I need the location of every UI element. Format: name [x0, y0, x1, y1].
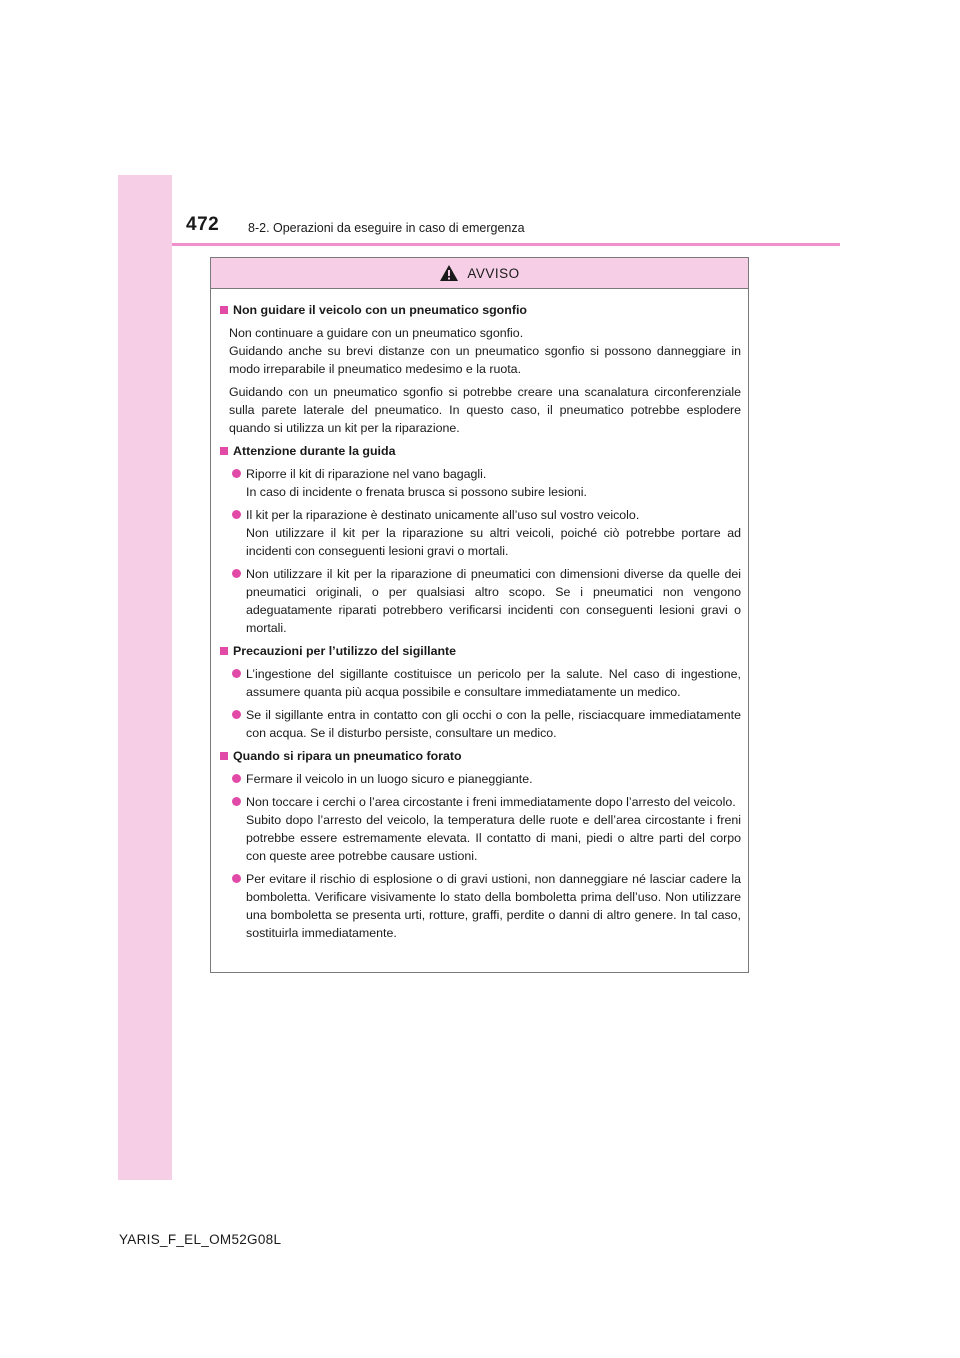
bullet-item: [232, 565, 741, 637]
circle-bullet-icon: [232, 669, 241, 678]
circle-bullet-icon: [232, 569, 241, 578]
bullet-line: Subito dopo l’arresto del veicolo, la temperatura delle ruote e dell’area circostante i freni potrebbe essere estremamente elevata. Il contatto di mani, piedi o altre parti del corpo con queste aree potrebbe causare ustioni.: [246, 813, 741, 863]
section-heading-text: Quando si ripara un pneumatico forato: [233, 749, 462, 763]
bullet-line: In caso di incidente o frenata brusca si possono subire lesioni.: [246, 485, 587, 499]
bullet-text: [246, 465, 741, 501]
bullet-item: [232, 706, 741, 742]
header-divider: [172, 243, 840, 246]
section-title: 8-2. Operazioni da eseguire in caso di emergenza: [248, 221, 525, 235]
paragraph: [229, 383, 741, 437]
bullet-item: [232, 506, 741, 560]
circle-bullet-icon: [232, 874, 241, 883]
section-heading: [220, 642, 741, 660]
section-heading-text: Non guidare il veicolo con un pneumatico sgonfio: [233, 303, 527, 317]
bullet-item: [232, 465, 741, 501]
bullet-line: L’ingestione del sigillante costituisce un pericolo per la salute. Nel caso di ingestione, assumere quanta più acqua possibile e consultare immediatamente un medico.: [246, 667, 741, 699]
bullet-text: [246, 506, 741, 560]
warning-section: [220, 301, 741, 437]
square-bullet-icon: [220, 752, 228, 760]
warning-section: [220, 642, 741, 742]
bullet-line: Riporre il kit di riparazione nel vano bagagli.: [246, 467, 487, 481]
bullet-line: Non utilizzare il kit per la riparazione su altri veicoli, poiché ciò potrebbe portare ad incidenti con conseguenti lesioni gravi o mortali.: [246, 526, 741, 558]
section-heading: [220, 747, 741, 765]
section-heading-text: Precauzioni per l’utilizzo del sigillante: [233, 644, 457, 658]
paragraph-line: Guidando anche su brevi distanze con un pneumatico sgonfio si possono danneggiare in modo irreparabile il pneumatico medesimo e la ruota.: [229, 344, 741, 376]
paragraph: [229, 324, 741, 378]
bullet-text: [246, 565, 741, 637]
bullet-item: [232, 665, 741, 701]
warning-section: [220, 442, 741, 637]
bullet-text: [246, 770, 741, 788]
section-heading-text: Attenzione durante la guida: [233, 444, 396, 458]
document-code: YARIS_F_EL_OM52G08L: [119, 1232, 282, 1247]
bullet-text: [246, 793, 741, 865]
page-number: 472: [186, 214, 220, 235]
bullet-text: [246, 665, 741, 701]
warning-box: [210, 257, 749, 973]
bullet-item: [232, 870, 741, 942]
bullet-line: Per evitare il rischio di esplosione o di gravi ustioni, non danneggiare né lasciar cadere la bomboletta. Verificare visivamente lo stato della bomboletta prima dell’uso. Non utilizzare una bomboletta se presenta urti, rotture, graffi, perdite o danni di altro genere. In tal caso, sostituirla immediatamente.: [246, 872, 741, 940]
warning-body: [211, 289, 748, 942]
bullet-item: [232, 770, 741, 788]
bullet-line: Non utilizzare il kit per la riparazione di pneumatici con dimensioni diverse da quelle dei pneumatici originali, o per qualsiasi altro scopo. Se i pneumatici non vengono adeguatamente riparati potrebbero verificarsi incidenti con conseguenti lesioni gravi o mortali.: [246, 567, 741, 635]
circle-bullet-icon: [232, 510, 241, 519]
square-bullet-icon: [220, 306, 228, 314]
bullet-text: [246, 870, 741, 942]
warning-title: AVVISO: [467, 265, 520, 281]
bullet-line: Se il sigillante entra in contatto con gli occhi o con la pelle, risciacquare immediatamente con acqua. Se il disturbo persiste, consultare un medico.: [246, 708, 741, 740]
circle-bullet-icon: [232, 774, 241, 783]
circle-bullet-icon: [232, 710, 241, 719]
bullet-item: [232, 793, 741, 865]
circle-bullet-icon: [232, 469, 241, 478]
bullet-line: Non toccare i cerchi o l’area circostante i freni immediatamente dopo l’arresto del veicolo.: [246, 795, 736, 809]
paragraph-line: Non continuare a guidare con un pneumatico sgonfio.: [229, 326, 524, 340]
circle-bullet-icon: [232, 797, 241, 806]
section-heading: [220, 442, 741, 460]
paragraph-line: Guidando con un pneumatico sgonfio si potrebbe creare una scanalatura circonferenziale sulla parete laterale del pneumatico. In questo caso, il pneumatico potrebbe esplodere quando si utilizza un kit per la riparazione.: [229, 385, 741, 435]
square-bullet-icon: [220, 647, 228, 655]
square-bullet-icon: [220, 447, 228, 455]
side-color-strip: [118, 175, 172, 1180]
bullet-line: Fermare il veicolo in un luogo sicuro e pianeggiante.: [246, 772, 533, 786]
warning-section: [220, 747, 741, 942]
bullet-text: [246, 706, 741, 742]
bullet-line: Il kit per la riparazione è destinato unicamente all’uso sul vostro veicolo.: [246, 508, 640, 522]
warning-header: [211, 258, 748, 289]
section-heading: [220, 301, 741, 319]
warning-triangle-icon: [439, 264, 459, 282]
